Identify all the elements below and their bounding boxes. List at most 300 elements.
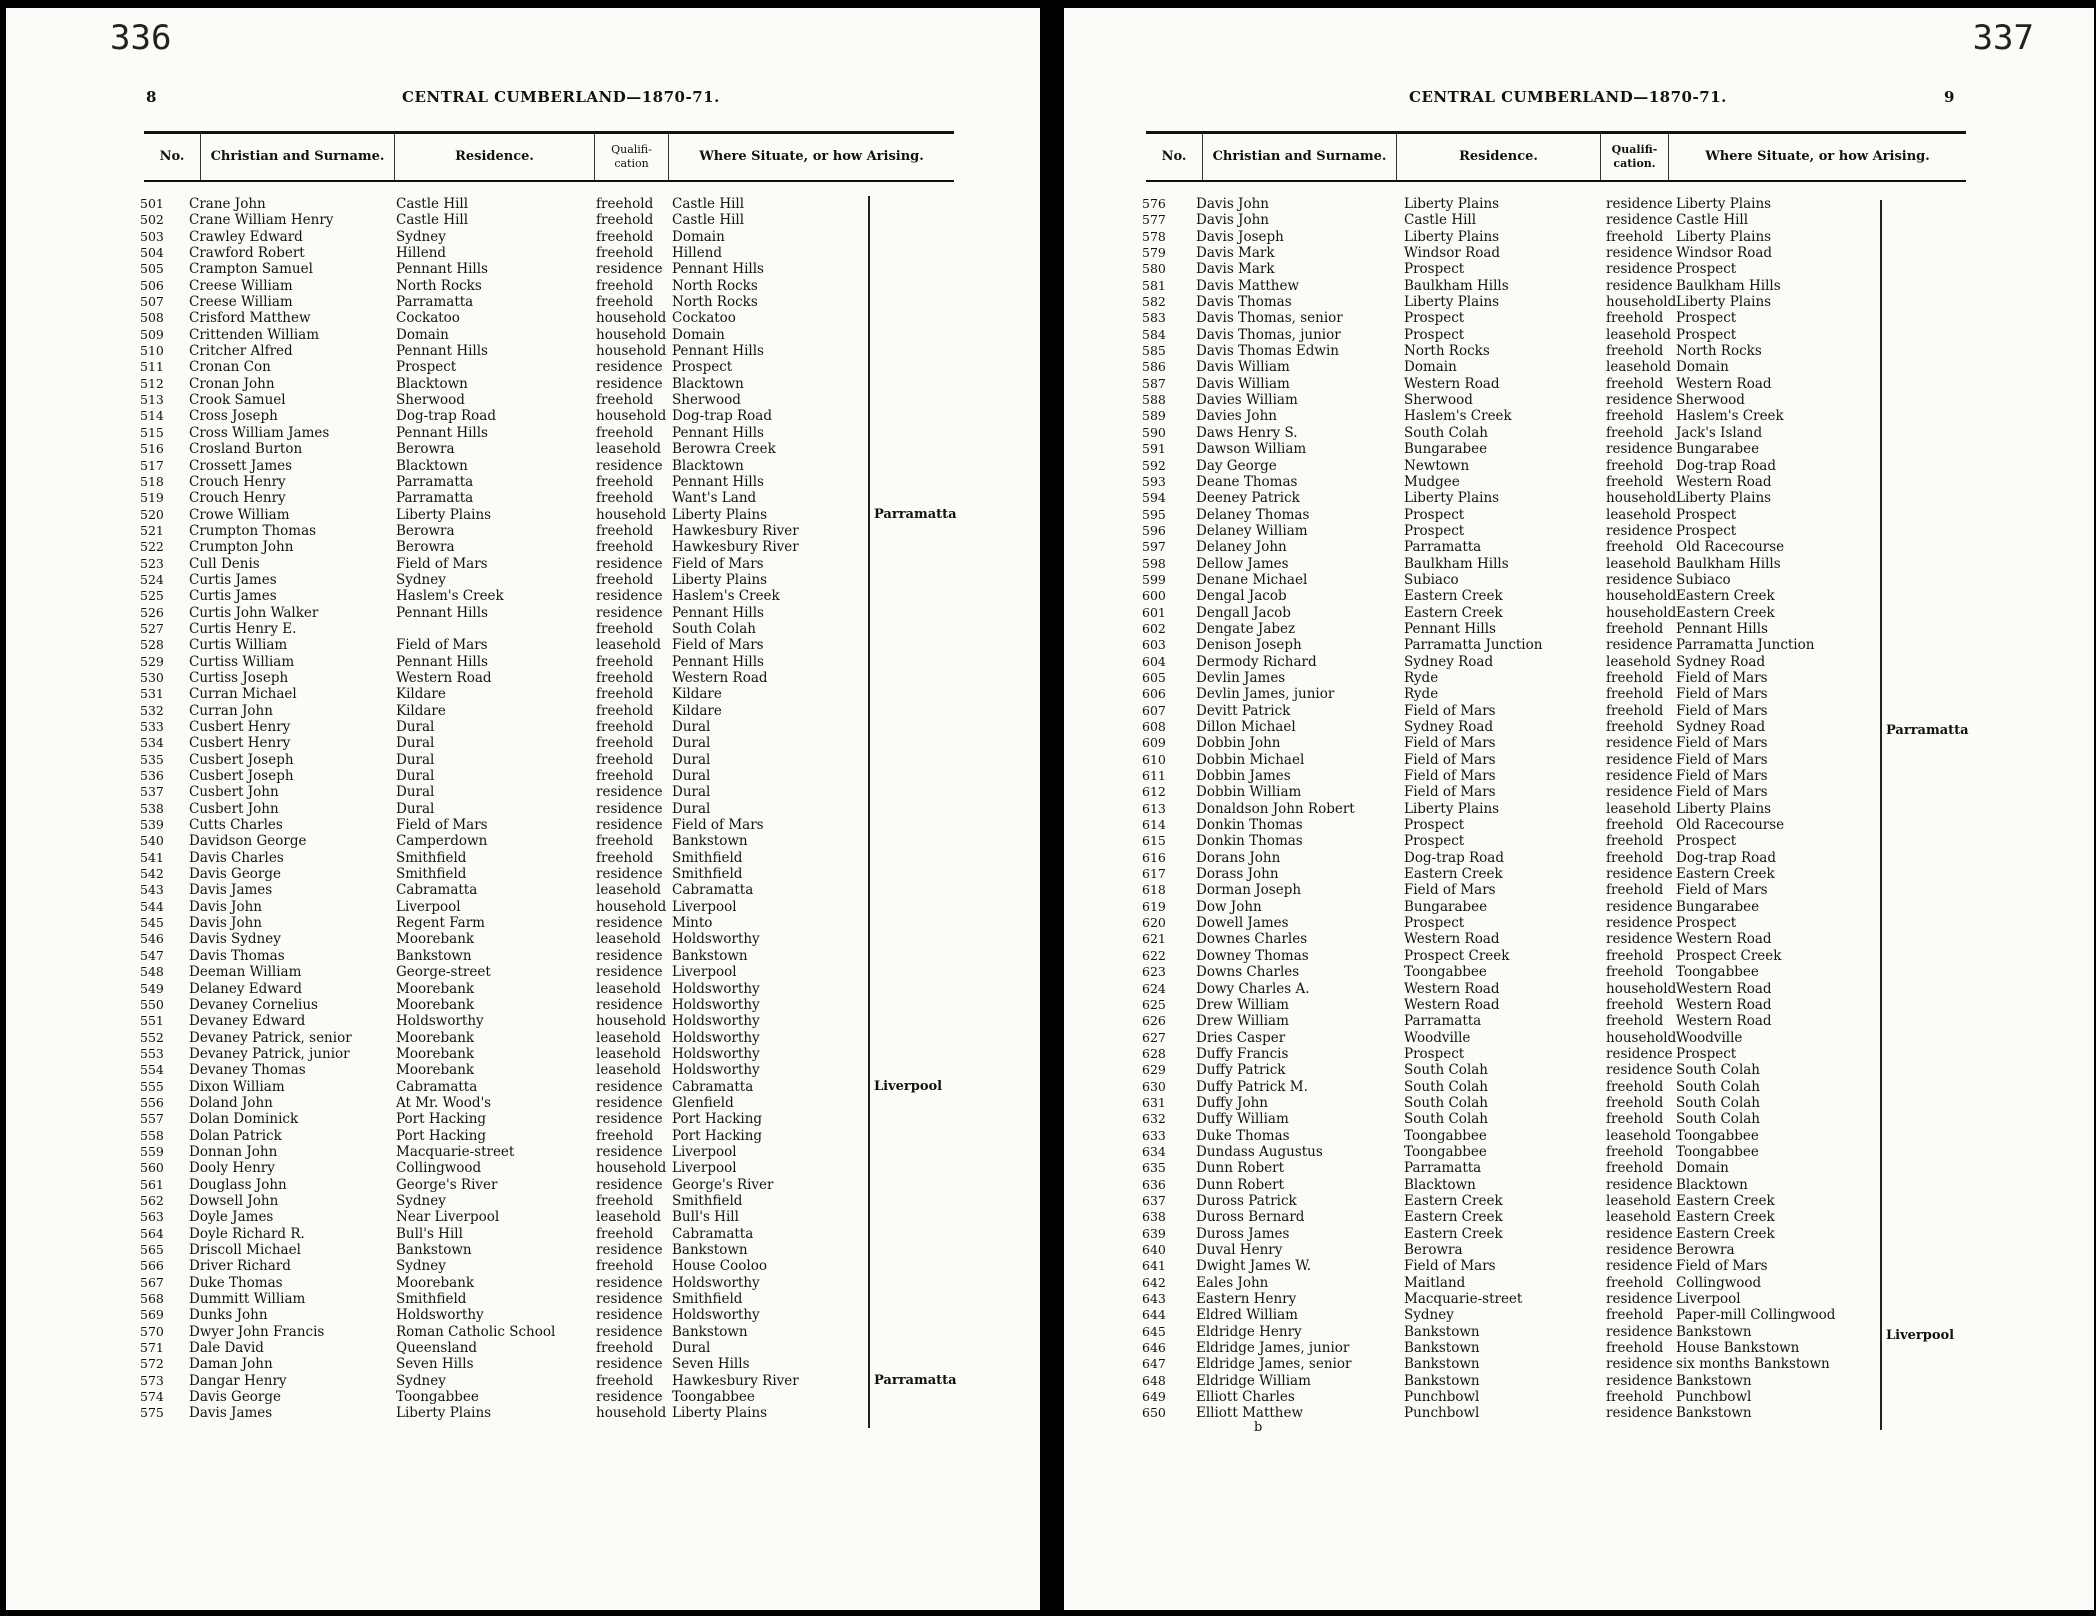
entry-qualification: freehold [1606, 996, 1664, 1013]
entry-residence: Prospect [1404, 326, 1465, 343]
entry-number: 502 [140, 212, 164, 228]
entry-number: 546 [140, 931, 164, 947]
entry-name: Dale David [189, 1340, 264, 1357]
entry-qualification: residence [1606, 768, 1673, 785]
entry-where-situate: Dog-trap Road [672, 408, 772, 425]
entry-where-situate: Holdsworthy [672, 1029, 760, 1046]
entry-number: 601 [1142, 604, 1166, 620]
entry-qualification: freehold [596, 833, 654, 850]
entry-residence: At Mr. Wood's [396, 1094, 492, 1111]
entry-where-situate: Sherwood [1676, 392, 1745, 409]
entry-residence: Moorebank [396, 1274, 475, 1291]
entry-qualification: freehold [596, 1340, 654, 1357]
entry-name: Curtis James [189, 588, 277, 605]
entry-where-situate: Bankstown [1676, 1405, 1752, 1422]
entry-where-situate: Subiaco [1676, 571, 1731, 588]
entry-where-situate: Domain [672, 228, 725, 245]
entry-name: Dangar Henry [189, 1372, 287, 1389]
entry-residence: Sydney [396, 1192, 446, 1209]
entry-qualification: household [596, 898, 667, 915]
entry-number: 543 [140, 882, 164, 898]
entry-where-situate: Liverpool [672, 964, 737, 981]
entry-qualification: freehold [1606, 228, 1664, 245]
entry-qualification: freehold [596, 473, 654, 490]
entry-name: Crawford Robert [189, 245, 305, 262]
entry-qualification: residence [596, 1274, 663, 1291]
entry-qualification: residence [596, 1323, 663, 1340]
footer-signature-mark: b [1254, 1420, 1263, 1435]
entry-name: Davis Mark [1196, 245, 1275, 262]
entry-name: Curran John [189, 702, 273, 719]
entry-number: 519 [140, 490, 164, 506]
entry-qualification: freehold [1606, 1340, 1664, 1357]
entry-name: Drew William [1196, 996, 1289, 1013]
entry-where-situate: Eastern Creek [1676, 1225, 1775, 1242]
entry-where-situate: South Colah [1676, 1078, 1760, 1095]
entry-name: Creese William [189, 294, 293, 311]
entry-number: 606 [1142, 686, 1166, 702]
entry-where-situate: Sherwood [672, 392, 741, 409]
entry-name: Cross Joseph [189, 408, 278, 425]
entry-residence: Castle Hill [396, 212, 469, 229]
entry-qualification: residence [1606, 196, 1673, 212]
entry-number: 511 [140, 359, 164, 375]
entry-name: Davis Thomas [189, 947, 285, 964]
entry-residence: Camperdown [396, 833, 488, 850]
entry-number: 592 [1142, 457, 1166, 473]
entry-number: 539 [140, 817, 164, 833]
entry-where-situate: Blacktown [1676, 1176, 1748, 1193]
col-header-residence: Residence. [1396, 134, 1600, 180]
entry-number: 559 [140, 1143, 164, 1159]
entry-residence: Cockatoo [396, 310, 460, 327]
entry-where-situate: Dog-trap Road [1676, 849, 1776, 866]
entry-name: Davis Joseph [1196, 228, 1284, 245]
entry-name: Crisford Matthew [189, 310, 311, 327]
entry-residence: Toongabbee [1404, 1143, 1487, 1160]
entry-name: Doyle James [189, 1209, 274, 1226]
entry-residence: Pennant Hills [396, 343, 488, 360]
entry-number: 623 [1142, 964, 1166, 980]
entry-qualification: freehold [596, 228, 654, 245]
entry-where-situate: Sydney Road [1676, 719, 1766, 735]
entry-where-situate: Port Hacking [672, 1127, 763, 1144]
entry-name: Davis Thomas Edwin [1196, 343, 1339, 360]
entry-residence: Western Road [1404, 980, 1500, 997]
entry-where-situate: Bankstown [672, 947, 748, 964]
entry-where-situate: Haslem's Creek [672, 588, 780, 605]
entry-residence: Macquarie-street [396, 1143, 515, 1160]
entry-number: 560 [140, 1160, 164, 1176]
right-handwritten-number: 337 [1972, 18, 2034, 58]
entry-qualification: freehold [1606, 833, 1664, 850]
entry-name: Duffy John [1196, 1094, 1268, 1111]
entry-name: Cross William James [189, 424, 330, 441]
entry-name: Crane William Henry [189, 212, 334, 229]
entry-name: Devaney Cornelius [189, 996, 318, 1013]
entry-where-situate: North Rocks [672, 277, 758, 294]
entry-residence: Prospect Creek [1404, 947, 1510, 964]
entry-qualification: freehold [1606, 882, 1664, 899]
entry-where-situate: Pennant Hills [672, 343, 764, 360]
entry-name: Dorass John [1196, 866, 1279, 883]
entry-where-situate: Holdsworthy [672, 996, 760, 1013]
entry-where-situate: Want's Land [672, 490, 757, 507]
entry-residence: Prospect [1404, 1045, 1465, 1062]
entry-residence: Queensland [396, 1340, 478, 1357]
entry-where-situate: Bankstown [672, 1242, 748, 1258]
right-table-header [1146, 131, 1966, 182]
entry-residence: Bankstown [396, 947, 472, 964]
entry-where-situate: Western Road [1676, 1013, 1772, 1030]
entry-name: Crumpton Thomas [189, 522, 317, 539]
entry-residence: Prospect [1404, 915, 1465, 932]
entry-where-situate: Liverpool [672, 1160, 737, 1177]
entry-residence: Eastern Creek [1404, 1192, 1503, 1209]
entry-where-situate: six months Bankstown [1676, 1356, 1830, 1373]
entry-qualification: freehold [1606, 310, 1664, 327]
entry-where-situate: Bull's Hill [672, 1209, 739, 1226]
entry-qualification: residence [1606, 1225, 1673, 1242]
entry-qualification: leasehold [1606, 359, 1672, 376]
entry-name: Eldridge James, junior [1196, 1340, 1350, 1357]
entry-residence: Dural [396, 751, 435, 768]
entry-where-situate: Pennant Hills [672, 424, 764, 441]
entry-where-situate: House Cooloo [672, 1258, 767, 1275]
entry-number: 648 [1142, 1372, 1166, 1388]
entry-number: 613 [1142, 800, 1166, 816]
entry-qualification: residence [1606, 1291, 1673, 1308]
entry-residence: Western Road [396, 669, 492, 686]
entry-qualification: household [596, 326, 667, 343]
entry-number: 554 [140, 1062, 164, 1078]
entry-name: Dummitt William [189, 1291, 306, 1308]
entry-number: 536 [140, 768, 164, 784]
entry-number: 501 [140, 196, 164, 211]
entry-number: 504 [140, 245, 164, 261]
entry-where-situate: Hawkesbury River [672, 522, 799, 539]
entry-name: Drew William [1196, 1013, 1289, 1030]
entry-name: Devaney Patrick, junior [189, 1045, 350, 1062]
entry-number: 608 [1142, 719, 1166, 734]
entry-qualification: household [596, 506, 667, 523]
entry-where-situate: Western Road [1676, 980, 1772, 997]
entry-name: Dowsell John [189, 1192, 279, 1209]
entry-name: Dolan Patrick [189, 1127, 282, 1144]
entry-qualification: freehold [596, 1258, 654, 1275]
entry-residence: Pennant Hills [1404, 620, 1496, 637]
entry-residence: Eastern Creek [1404, 588, 1503, 605]
entry-where-situate: Castle Hill [672, 196, 745, 212]
entry-number: 574 [140, 1389, 164, 1405]
entry-qualification: residence [1606, 522, 1673, 539]
entry-where-situate: Prospect Creek [1676, 947, 1782, 964]
entry-number: 627 [1142, 1029, 1166, 1045]
entry-residence: Prospect [1404, 522, 1465, 539]
entry-number: 547 [140, 947, 164, 963]
entry-qualification: residence [1606, 1323, 1673, 1340]
entry-where-situate: Glenfield [672, 1094, 734, 1111]
entry-where-situate: Castle Hill [672, 212, 745, 229]
entry-number: 549 [140, 980, 164, 996]
entry-qualification: freehold [596, 539, 654, 556]
entry-name: Davis John [1196, 196, 1269, 212]
entry-where-situate: Domain [1676, 1160, 1729, 1177]
entry-where-situate: Cabramatta [672, 1225, 754, 1242]
entry-qualification: household [596, 1160, 667, 1177]
entry-name: Eldridge Henry [1196, 1323, 1302, 1340]
entry-qualification: leasehold [1606, 326, 1672, 343]
entry-name: Delaney William [1196, 522, 1308, 539]
entry-qualification: freehold [596, 1225, 654, 1242]
col-header-qualification: Qualifi-cation [594, 134, 668, 180]
entry-residence: Castle Hill [396, 196, 469, 212]
entry-name: Douglass John [189, 1176, 287, 1193]
entry-residence: Bungarabee [1404, 441, 1488, 458]
entry-where-situate: Dural [672, 768, 711, 785]
entry-number: 571 [140, 1340, 164, 1356]
entry-number: 527 [140, 620, 164, 636]
entry-number: 557 [140, 1111, 164, 1127]
entry-where-situate: Eastern Creek [1676, 866, 1775, 883]
entry-where-situate: Holdsworthy [672, 1013, 760, 1030]
entry-name: Duffy Patrick [1196, 1062, 1286, 1079]
entry-where-situate: Toongabbee [1676, 1127, 1759, 1144]
entry-number: 631 [1142, 1094, 1166, 1110]
entry-residence: Field of Mars [396, 555, 488, 572]
entry-qualification: freehold [1606, 719, 1664, 735]
entry-residence: Woodville [1404, 1029, 1471, 1046]
entry-number: 579 [1142, 245, 1166, 261]
entry-name: Curtis John Walker [189, 604, 319, 621]
entry-qualification: residence [1606, 1258, 1673, 1275]
entry-qualification: residence [1606, 751, 1673, 768]
entry-number: 576 [1142, 196, 1166, 211]
entry-name: Davis James [189, 1405, 273, 1422]
entry-qualification: freehold [1606, 1078, 1664, 1095]
entry-where-situate: Field of Mars [672, 555, 764, 572]
entry-residence: Maitland [1404, 1274, 1466, 1291]
entry-number: 528 [140, 637, 164, 653]
entry-where-situate: Punchbowl [1676, 1389, 1752, 1406]
entry-where-situate: Liverpool [1676, 1291, 1741, 1308]
entry-qualification: leasehold [596, 882, 662, 899]
entry-qualification: leasehold [1606, 506, 1672, 523]
entry-qualification: freehold [596, 735, 654, 752]
entry-qualification: freehold [596, 522, 654, 539]
entry-where-situate: Parramatta Junction [1676, 637, 1815, 654]
entry-qualification: leasehold [596, 637, 662, 654]
entry-where-situate: Field of Mars [672, 817, 764, 834]
entry-number: 610 [1142, 751, 1166, 767]
entry-where-situate: Pennant Hills [672, 473, 764, 490]
entry-name: Dowy Charles A. [1196, 980, 1310, 997]
entry-number: 533 [140, 719, 164, 734]
entry-residence: South Colah [1404, 424, 1488, 441]
left-page-number: 8 [146, 88, 157, 106]
entry-qualification: freehold [1606, 702, 1664, 719]
entry-name: Davies John [1196, 408, 1277, 425]
entry-where-situate: Western Road [1676, 473, 1772, 490]
entry-where-situate: Minto [672, 915, 713, 932]
entry-number: 523 [140, 555, 164, 571]
entry-qualification: residence [596, 947, 663, 964]
entry-number: 569 [140, 1307, 164, 1323]
entry-where-situate: George's River [672, 1176, 774, 1193]
entry-where-situate: Bungarabee [1676, 898, 1760, 915]
entry-residence: Berowra [1404, 1242, 1463, 1258]
entry-name: Devlin James [1196, 669, 1286, 686]
entry-qualification: freehold [1606, 620, 1664, 637]
entry-number: 593 [1142, 473, 1166, 489]
entry-name: Davis Mark [1196, 261, 1275, 278]
entry-residence: Parramatta [1404, 1013, 1482, 1030]
entry-qualification: leasehold [596, 1062, 662, 1079]
entry-qualification: freehold [596, 277, 654, 294]
entry-qualification: residence [1606, 245, 1673, 262]
entry-where-situate: Kildare [672, 702, 722, 719]
entry-number: 565 [140, 1242, 164, 1257]
entry-name: Curtiss Joseph [189, 669, 289, 686]
left-bracket-line [868, 196, 870, 1428]
entry-name: Devlin James, junior [1196, 686, 1335, 703]
entry-where-situate: Liverpool [672, 898, 737, 915]
entry-residence: Berowra [396, 522, 455, 539]
entry-qualification: residence [596, 817, 663, 834]
entry-qualification: freehold [1606, 849, 1664, 866]
entry-number: 542 [140, 866, 164, 882]
entry-residence: Pennant Hills [396, 424, 488, 441]
entry-residence: Holdsworthy [396, 1307, 484, 1324]
entry-residence: Moorebank [396, 931, 475, 948]
entry-qualification: freehold [596, 702, 654, 719]
entry-name: Downey Thomas [1196, 947, 1309, 964]
entry-residence: South Colah [1404, 1094, 1488, 1111]
entry-residence: Bankstown [1404, 1356, 1480, 1373]
entry-qualification: freehold [1606, 1013, 1664, 1030]
entry-residence: Sherwood [1404, 392, 1473, 409]
entry-residence: Dog-trap Road [396, 408, 496, 425]
entry-residence: Haslem's Creek [1404, 408, 1512, 425]
entry-residence: Hillend [396, 245, 447, 262]
entry-residence: Blacktown [1404, 1176, 1476, 1193]
entry-where-situate: Field of Mars [1676, 1258, 1768, 1275]
entry-residence: Roman Catholic School [396, 1323, 556, 1340]
entry-qualification: household [596, 1405, 667, 1422]
entry-residence: Holdsworthy [396, 1013, 484, 1030]
entry-name: Dobbin Michael [1196, 751, 1305, 768]
entry-name: Duross Bernard [1196, 1209, 1305, 1226]
entry-qualification: leasehold [1606, 800, 1672, 817]
entry-residence: Punchbowl [1404, 1389, 1480, 1406]
entry-qualification: residence [596, 915, 663, 932]
entry-number: 634 [1142, 1143, 1166, 1159]
entry-residence: Prospect [1404, 833, 1465, 850]
entry-residence: Toongabbee [1404, 964, 1487, 981]
entry-name: Daws Henry S. [1196, 424, 1298, 441]
bracket-district-label: Liverpool [1886, 1328, 1955, 1344]
right-page [1064, 8, 2094, 1610]
entry-where-situate: Field of Mars [672, 637, 764, 654]
entry-residence: Berowra [396, 441, 455, 458]
entry-qualification: residence [596, 784, 663, 801]
entry-qualification: freehold [1606, 473, 1664, 490]
entry-residence: Field of Mars [1404, 735, 1496, 752]
entry-residence: Smithfield [396, 866, 467, 883]
entry-number: 612 [1142, 784, 1166, 800]
entry-name: Dellow James [1196, 555, 1289, 572]
entry-where-situate: Blacktown [672, 375, 744, 392]
entry-qualification: freehold [596, 1127, 654, 1144]
entry-where-situate: Eastern Creek [1676, 1192, 1775, 1209]
entry-number: 584 [1142, 326, 1166, 342]
entry-qualification: residence [596, 964, 663, 981]
entry-residence: Kildare [396, 686, 446, 703]
col-header-no: No. [1161, 149, 1187, 164]
entry-qualification: freehold [596, 719, 654, 735]
entry-qualification: residence [1606, 898, 1673, 915]
entry-name: Dobbin John [1196, 735, 1281, 752]
entry-where-situate: Hillend [672, 245, 723, 262]
entry-residence: Parramatta Junction [1404, 637, 1543, 654]
entry-residence: Kildare [396, 702, 446, 719]
entry-qualification: residence [596, 1094, 663, 1111]
entry-number: 520 [140, 506, 164, 522]
entry-residence: Baulkham Hills [1404, 555, 1509, 572]
entry-number: 595 [1142, 506, 1166, 522]
entry-number: 531 [140, 686, 164, 702]
entry-name: Deeman William [189, 964, 302, 981]
entry-number: 509 [140, 326, 164, 342]
entry-residence: Parramatta [396, 294, 474, 311]
entry-qualification: residence [1606, 261, 1673, 278]
entry-where-situate: Eastern Creek [1676, 604, 1775, 621]
entry-number: 646 [1142, 1340, 1166, 1356]
entry-qualification: freehold [596, 849, 654, 866]
entry-qualification: residence [1606, 735, 1673, 752]
entry-residence: Windsor Road [1404, 245, 1501, 262]
entry-qualification: residence [1606, 931, 1673, 948]
entry-number: 607 [1142, 702, 1166, 718]
entry-number: 611 [1142, 768, 1166, 784]
entry-qualification: freehold [596, 294, 654, 311]
entry-where-situate: Domain [672, 326, 725, 343]
entry-qualification: freehold [1606, 1143, 1664, 1160]
left-running-title: CENTRAL CUMBERLAND—1870-71. [402, 88, 720, 106]
entry-residence: Field of Mars [396, 637, 488, 654]
entry-qualification: freehold [1606, 1111, 1664, 1128]
entry-number: 550 [140, 996, 164, 1012]
entry-name: Doland John [189, 1094, 273, 1111]
entry-number: 521 [140, 522, 164, 538]
entry-name: Crane John [189, 196, 266, 212]
entry-qualification: freehold [596, 212, 654, 229]
entry-number: 503 [140, 228, 164, 244]
entry-where-situate: Liberty Plains [672, 506, 768, 523]
entry-residence: Dural [396, 784, 435, 801]
entry-number: 553 [140, 1045, 164, 1061]
entry-residence: Dural [396, 719, 435, 735]
entry-name: Deane Thomas [1196, 473, 1298, 490]
entry-qualification: residence [1606, 1405, 1673, 1422]
entry-qualification: residence [596, 261, 663, 278]
entry-number: 516 [140, 441, 164, 457]
entry-where-situate: North Rocks [672, 294, 758, 311]
entry-name: Dowell James [1196, 915, 1289, 932]
entry-number: 568 [140, 1291, 164, 1307]
entry-residence: Eastern Creek [1404, 1225, 1503, 1242]
entry-name: Cull Denis [189, 555, 260, 572]
